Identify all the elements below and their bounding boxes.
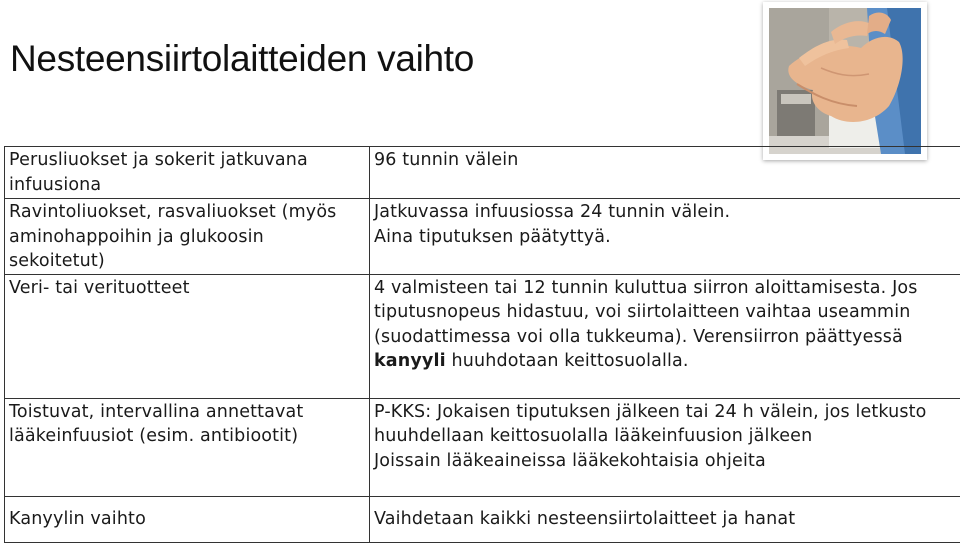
row-label-text: Ravintoliuokset, rasvaliuokset (myös aminohappoihin ja glukoosin sekoitetut)	[9, 202, 337, 271]
table-row	[5, 496, 960, 542]
hand-washing-photo	[763, 2, 927, 160]
row-detail-line: Aina tiputuksen päätyttyä.	[374, 226, 611, 247]
row-detail-line: 96 tunnin välein	[374, 150, 519, 170]
row-label-text: Toistuvat, intervallina annettavat lääkeinfuusiot (esim. antibiootit)	[9, 401, 304, 446]
row-detail-bold: kanyyli	[374, 351, 446, 371]
row-detail-text-end: huuhdotaan keittosuolalla.	[445, 351, 689, 371]
row-detail	[370, 274, 960, 398]
table-row	[5, 147, 960, 199]
table-row	[5, 274, 960, 398]
row-label-text: Kanyylin vaihto	[9, 509, 146, 530]
instruction-table	[4, 146, 960, 543]
row-detail	[370, 398, 960, 496]
row-detail-line: Jatkuvassa infuusiossa 24 tunnin välein.	[374, 202, 731, 222]
row-detail	[370, 199, 960, 275]
row-label	[5, 398, 370, 496]
row-label	[5, 496, 370, 542]
page-title: Nesteensiirtolaitteiden vaihto	[10, 38, 475, 79]
table-row	[5, 398, 960, 496]
table-row	[5, 199, 960, 275]
row-detail	[370, 147, 960, 199]
row-label-text: Veri- tai verituotteet	[9, 277, 190, 298]
row-label	[5, 147, 370, 199]
row-detail-line: P-KKS: Jokaisen tiputuksen jälkeen tai 24 h välein, jos letkusto huuhdellaan keittosuolalla lääkeinfuusion jälkeen	[374, 401, 927, 446]
row-detail-line: Vaihdetaan kaikki nesteensiirtolaitteet ja hanat	[374, 509, 796, 530]
hand-photo-icon	[769, 8, 921, 154]
row-label-text: Perusliuokset ja sokerit jatkuvana infuusiona	[9, 150, 308, 195]
row-detail-line: Joissain lääkeaineissa lääkekohtaisia ohjeita	[374, 450, 766, 471]
row-label	[5, 199, 370, 275]
row-detail-text: 4 valmisteen tai 12 tunnin kuluttua siirron aloittamisesta. Jos tiputusnopeus hidastuu, voi siirtolaitteen vaihtaa useammin (suodattimessa voi olla tukkeuma). Verensiirron päättyessä	[374, 277, 918, 347]
row-detail	[370, 496, 960, 542]
row-label	[5, 274, 370, 398]
